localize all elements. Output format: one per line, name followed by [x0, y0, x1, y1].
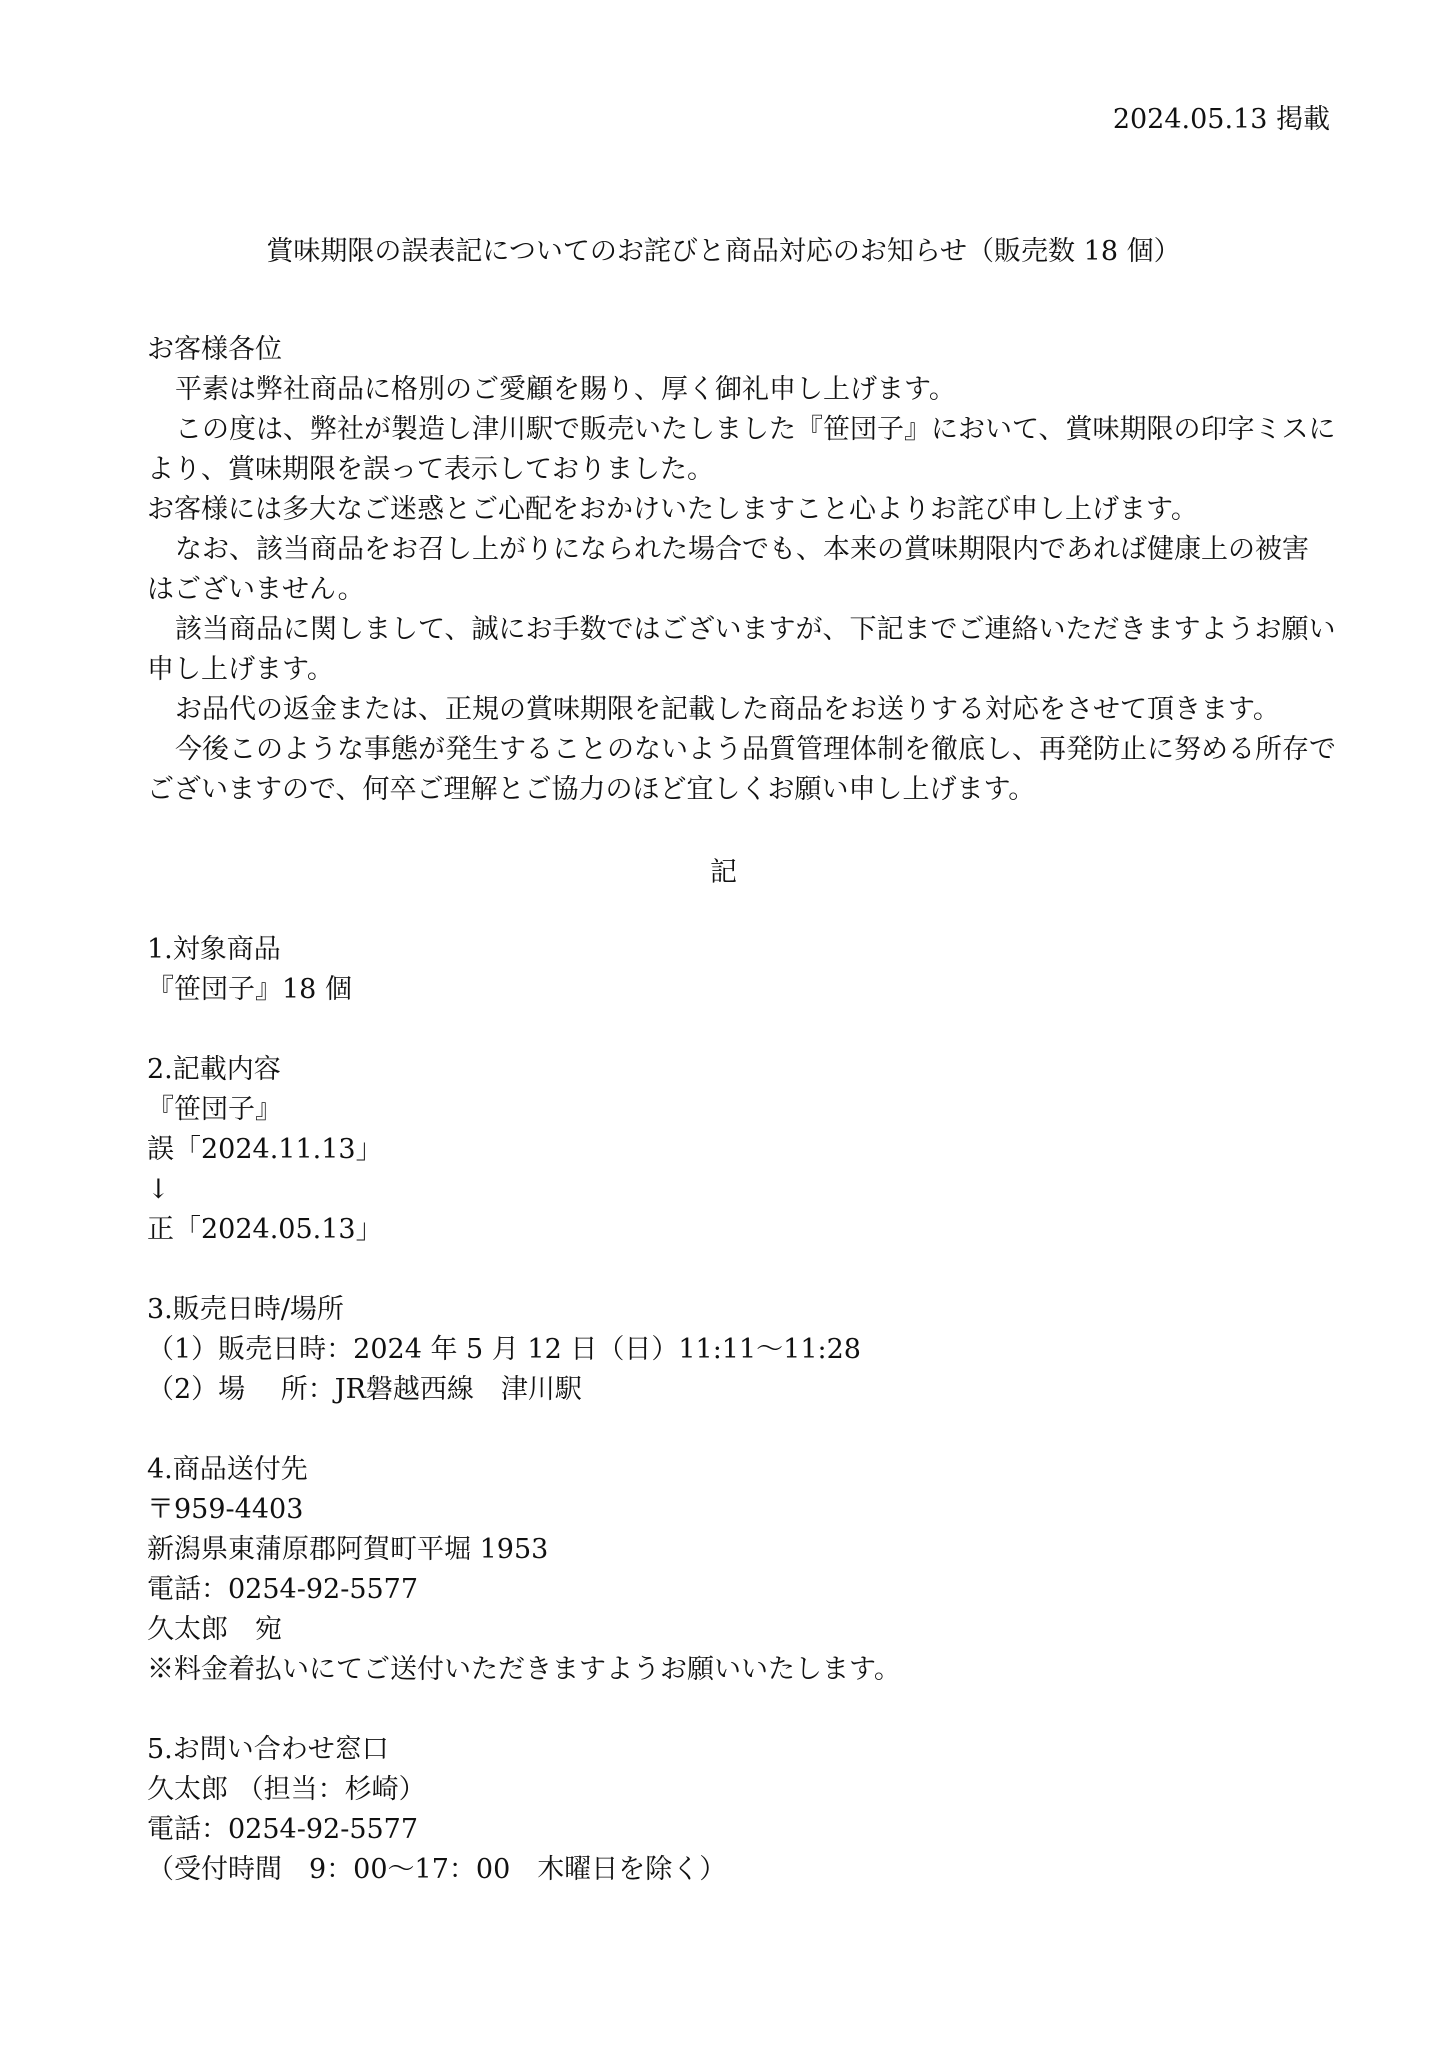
- body-paragraph: 平素は弊社商品に格別のご愛顧を賜り、厚く御礼申し上げます。: [175, 374, 956, 405]
- postal-code: 〒959-4403: [147, 1494, 304, 1525]
- contact-phone: 電話：0254-92-5577: [147, 1814, 419, 1845]
- body-paragraph: 今後このような事態が発生することのないよう品質管理体制を徹底し、再発防止に努める所存で: [175, 734, 1336, 765]
- recipient: 久太郎 宛: [147, 1614, 282, 1645]
- section-heading: 1.対象商品: [147, 934, 281, 965]
- body-paragraph-cont: より、賞味期限を誤って表示しておりました。: [147, 454, 714, 485]
- ki-heading: 記: [710, 857, 737, 888]
- publish-date: 2024.05.13 掲載: [1112, 104, 1330, 135]
- body-paragraph: お客様には多大なご迷惑とご心配をおかけいたしますこと心よりお詫び申し上げます。: [147, 494, 1198, 525]
- contact-name: 久太郎 （担当：杉崎）: [147, 1774, 426, 1805]
- body-paragraph: この度は、弊社が製造し津川駅で販売いたしました『笹団子』において、賞味期限の印字ミスに: [175, 414, 1336, 445]
- body-paragraph-cont: はございません。: [147, 574, 365, 605]
- contact-hours: （受付時間 9：00～17：00 木曜日を除く）: [147, 1854, 727, 1885]
- correct-date: 正「2024.05.13」: [147, 1214, 383, 1245]
- target-product: 『笹団子』18 個: [147, 974, 352, 1005]
- section-heading: 5.お問い合わせ窓口: [147, 1734, 389, 1765]
- sale-location: （2）場 所：JR磐越西線 津川駅: [147, 1374, 582, 1405]
- greeting: お客様各位: [147, 334, 282, 365]
- body-paragraph: なお、該当商品をお召し上がりになられた場合でも、本来の賞味期限内であれば健康上の被害: [175, 534, 1309, 565]
- section-heading: 4.商品送付先: [147, 1454, 308, 1485]
- address: 新潟県東蒲原郡阿賀町平堀 1953: [147, 1534, 549, 1565]
- phone: 電話：0254-92-5577: [147, 1574, 419, 1605]
- section-heading: 2.記載内容: [147, 1054, 281, 1085]
- shipping-note: ※料金着払いにてご送付いただきますようお願いいたします。: [147, 1654, 901, 1685]
- body-paragraph: 該当商品に関しまして、誠にお手数ではございますが、下記までご連絡いただきますようお願い: [175, 614, 1336, 645]
- body-paragraph: お品代の返金または、正規の賞味期限を記載した商品をお送りする対応をさせて頂きます。: [175, 694, 1280, 725]
- body-paragraph-cont: 申し上げます。: [147, 654, 334, 685]
- body-paragraph-cont: ございますので、何卒ご理解とご協力のほど宜しくお願い申し上げます。: [147, 774, 1036, 805]
- section-heading: 3.販売日時/場所: [147, 1294, 344, 1325]
- down-arrow-icon: ↓: [147, 1174, 170, 1205]
- product-name: 『笹団子』: [147, 1094, 282, 1125]
- wrong-date: 誤「2024.11.13」: [147, 1134, 383, 1165]
- notice-title: 賞味期限の誤表記についてのお詫びと商品対応のお知らせ（販売数 18 個）: [266, 236, 1181, 267]
- sale-datetime: （1）販売日時：2024 年 5 月 12 日（日）11:11～11:28: [147, 1334, 861, 1365]
